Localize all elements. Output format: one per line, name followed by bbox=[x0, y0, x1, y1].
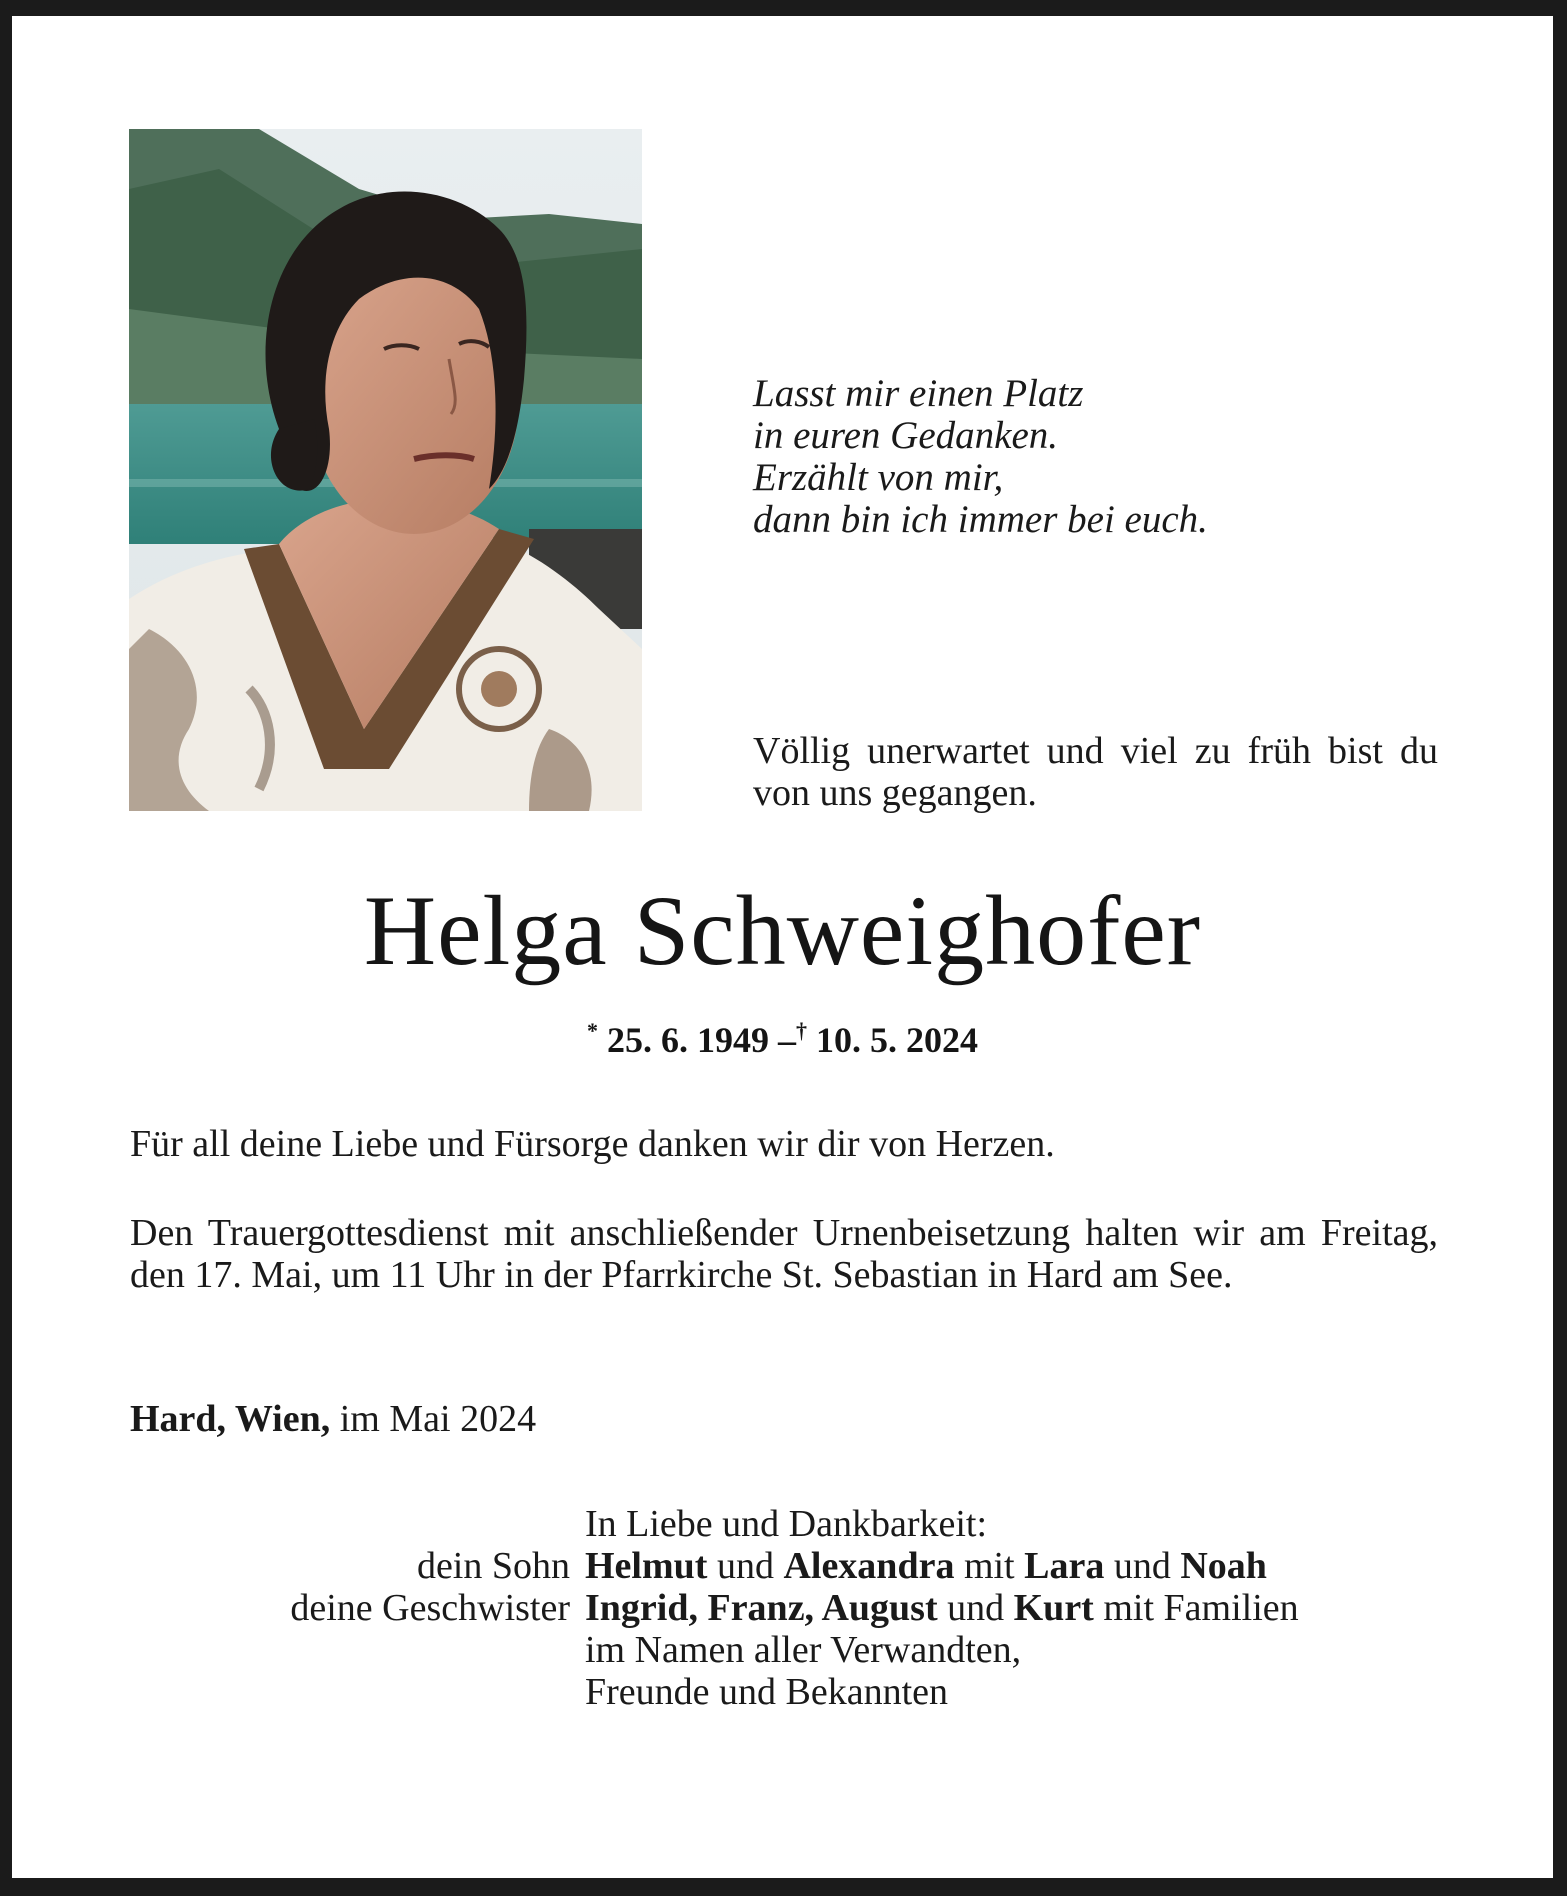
poem-line: Erzählt von mir, bbox=[753, 456, 1004, 499]
death-symbol: † bbox=[796, 1018, 807, 1043]
place-date: im Mai 2024 bbox=[339, 1398, 537, 1440]
poem-line: in euren Gedanken. bbox=[753, 414, 1059, 457]
obituary-card bbox=[12, 16, 1553, 1878]
place-locations: Hard, Wien, bbox=[130, 1398, 331, 1440]
deceased-name: Helga Schweighofer bbox=[363, 875, 1202, 986]
service-announcement: Den Trauergottesdienst mit anschließender Urnenbeisetzung halten wir am Freitag, den 17. Mai, um 11 Uhr in der Pfarrkirche St. Sebastian in Hard am See. bbox=[130, 1212, 1438, 1296]
son-role-label: dein Sohn bbox=[416, 1545, 570, 1587]
conjunction: und bbox=[947, 1587, 1005, 1629]
portrait-image bbox=[129, 129, 642, 811]
signoff-block bbox=[12, 1503, 1553, 1713]
poem-verse bbox=[753, 373, 1208, 541]
portrait-photo bbox=[129, 129, 642, 811]
signoff-heading: In Liebe und Dankbarkeit: bbox=[585, 1503, 988, 1545]
poem-line: dann bin ich immer bei euch. bbox=[753, 498, 1208, 541]
signoff-heading-row bbox=[12, 1503, 1553, 1545]
date-separator: – bbox=[778, 1020, 796, 1060]
son-name: Helmut bbox=[585, 1545, 708, 1587]
conjunction: und bbox=[716, 1545, 774, 1587]
grandchild-name: Lara bbox=[1024, 1545, 1105, 1587]
birth-date: 25. 6. 1949 bbox=[607, 1020, 769, 1060]
poem-line: Lasst mir einen Platz bbox=[753, 372, 1084, 415]
son-names bbox=[585, 1545, 1267, 1587]
siblings-list: Ingrid, Franz, August bbox=[585, 1587, 938, 1629]
grandchild-name: Noah bbox=[1180, 1545, 1267, 1587]
conjunction: und bbox=[1113, 1545, 1171, 1587]
intro-text: Völlig unerwartet und viel zu früh bist du von uns gegangen. bbox=[753, 730, 1438, 814]
signoff-relatives-row bbox=[12, 1629, 1553, 1671]
siblings-suffix: mit Familien bbox=[1103, 1587, 1299, 1629]
signoff-friends-row bbox=[12, 1671, 1553, 1713]
conjunction: mit bbox=[963, 1545, 1015, 1587]
siblings-names bbox=[585, 1587, 1299, 1629]
place-date-line bbox=[130, 1398, 536, 1440]
relatives-line: im Namen aller Verwandten, bbox=[585, 1629, 1022, 1671]
sibling-name: Kurt bbox=[1013, 1587, 1094, 1629]
death-date: 10. 5. 2024 bbox=[816, 1020, 978, 1060]
birth-symbol: * bbox=[587, 1018, 598, 1043]
life-dates bbox=[12, 1011, 1553, 1060]
signoff-son-row bbox=[12, 1545, 1553, 1587]
friends-line: Freunde und Bekannten bbox=[585, 1671, 949, 1713]
siblings-role-label: deine Geschwister bbox=[290, 1587, 570, 1629]
signoff-siblings-row bbox=[12, 1587, 1553, 1629]
partner-name: Alexandra bbox=[783, 1545, 955, 1587]
thanks-text: Für all deine Liebe und Fürsorge danken wir dir von Herzen. bbox=[130, 1123, 1055, 1165]
